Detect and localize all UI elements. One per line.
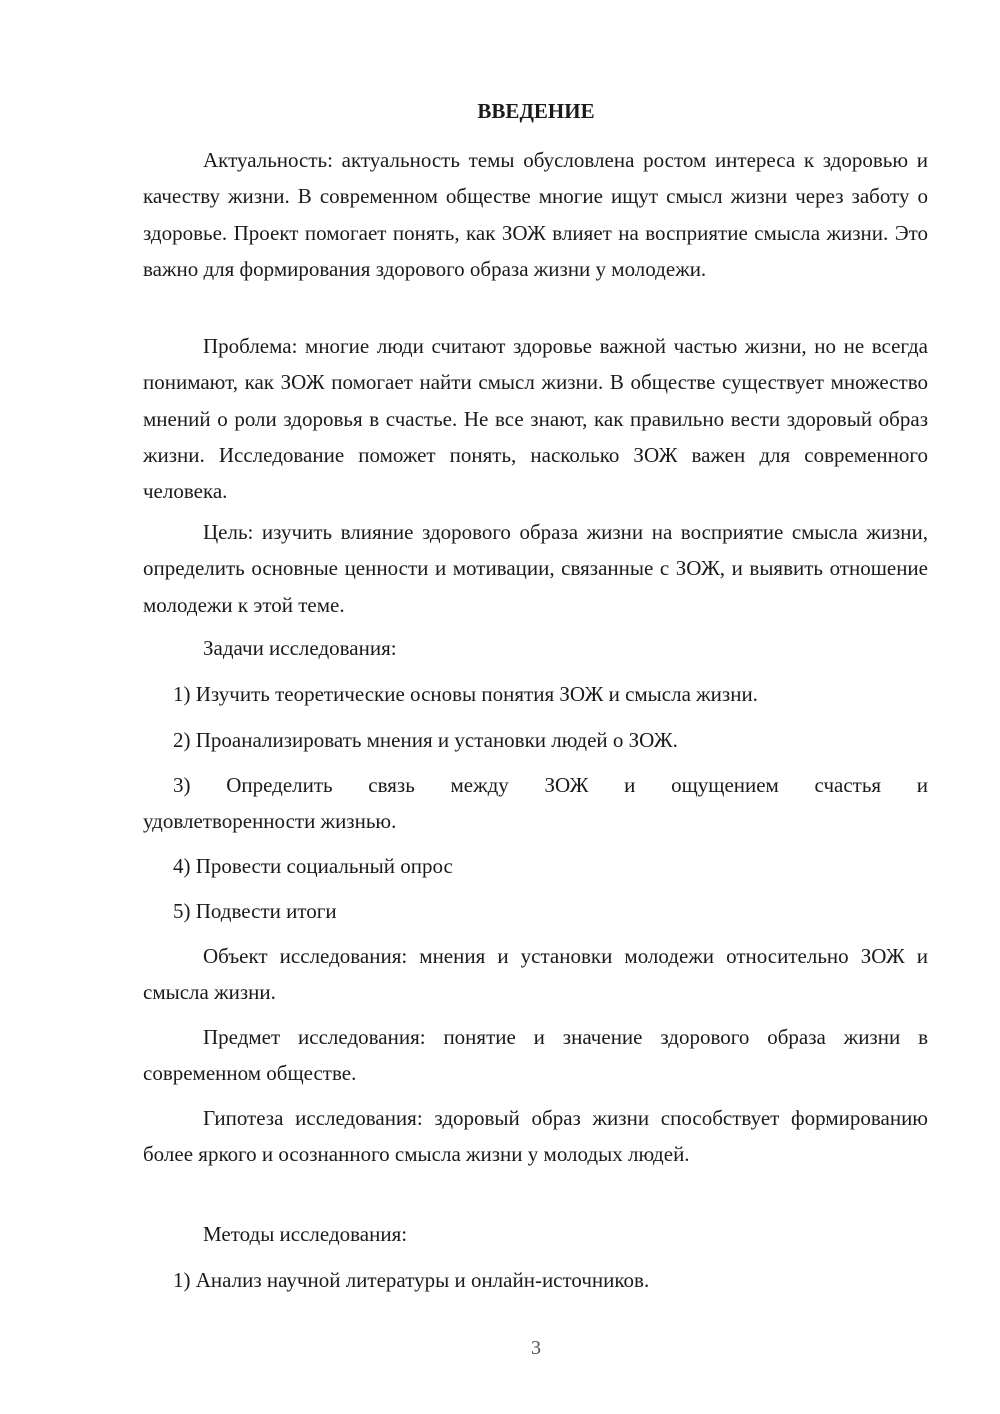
paragraph-relevance: Актуальность: актуальность темы обусловлена ростом интереса к здоровью и качеству жизни. В современном обществе многие ищут смысл жизни через заботу о здоровье. Проект помогает понять, как ЗОЖ влияет на восприятие смысла жизни. Это важно для формирования здорового образа жизни у молодежи. bbox=[143, 148, 928, 281]
paragraph-hypothesis: Гипотеза исследования: здоровый образ жизни способствует формированию более яркого и осознанного смысла жизни у молодых людей. bbox=[143, 1106, 928, 1167]
task-item-3-continuation: удовлетворенности жизнью. bbox=[143, 809, 397, 833]
task-item-3: 3) Определить связь между ЗОЖ и ощущением счастья и bbox=[173, 773, 928, 797]
methods-heading: Методы исследования: bbox=[203, 1222, 408, 1246]
paragraph-problem: Проблема: многие люди считают здоровье важной частью жизни, но не всегда понимают, как ЗОЖ помогает найти смысл жизни. В обществе существует множество мнений о роли здоровья в счастье. Не все знают, как правильно вести здоровый образ жизни. Исследование поможет понять, насколько ЗОЖ важен для современного человека. bbox=[143, 334, 928, 504]
task-item-4: 4) Провести социальный опрос bbox=[173, 854, 453, 878]
method-item-1: 1) Анализ научной литературы и онлайн-источников. bbox=[173, 1268, 650, 1292]
paragraph-object: Объект исследования: мнения и установки молодежи относительно ЗОЖ и смысла жизни. bbox=[143, 944, 928, 1005]
page-title: ВВЕДЕНИЕ bbox=[477, 99, 595, 123]
task-item-1: 1) Изучить теоретические основы понятия ЗОЖ и смысла жизни. bbox=[173, 682, 758, 706]
paragraph-goal: Цель: изучить влияние здорового образа жизни на восприятие смысла жизни, определить основные ценности и мотивации, связанные с ЗОЖ, и выявить отношение молодежи к этой теме. bbox=[143, 520, 928, 617]
tasks-heading: Задачи исследования: bbox=[203, 636, 397, 660]
task-item-5: 5) Подвести итоги bbox=[173, 899, 337, 923]
page-number: 3 bbox=[531, 1337, 541, 1359]
task-item-2: 2) Проанализировать мнения и установки людей о ЗОЖ. bbox=[173, 728, 678, 752]
paragraph-subject: Предмет исследования: понятие и значение здорового образа жизни в современном обществе. bbox=[143, 1025, 928, 1086]
